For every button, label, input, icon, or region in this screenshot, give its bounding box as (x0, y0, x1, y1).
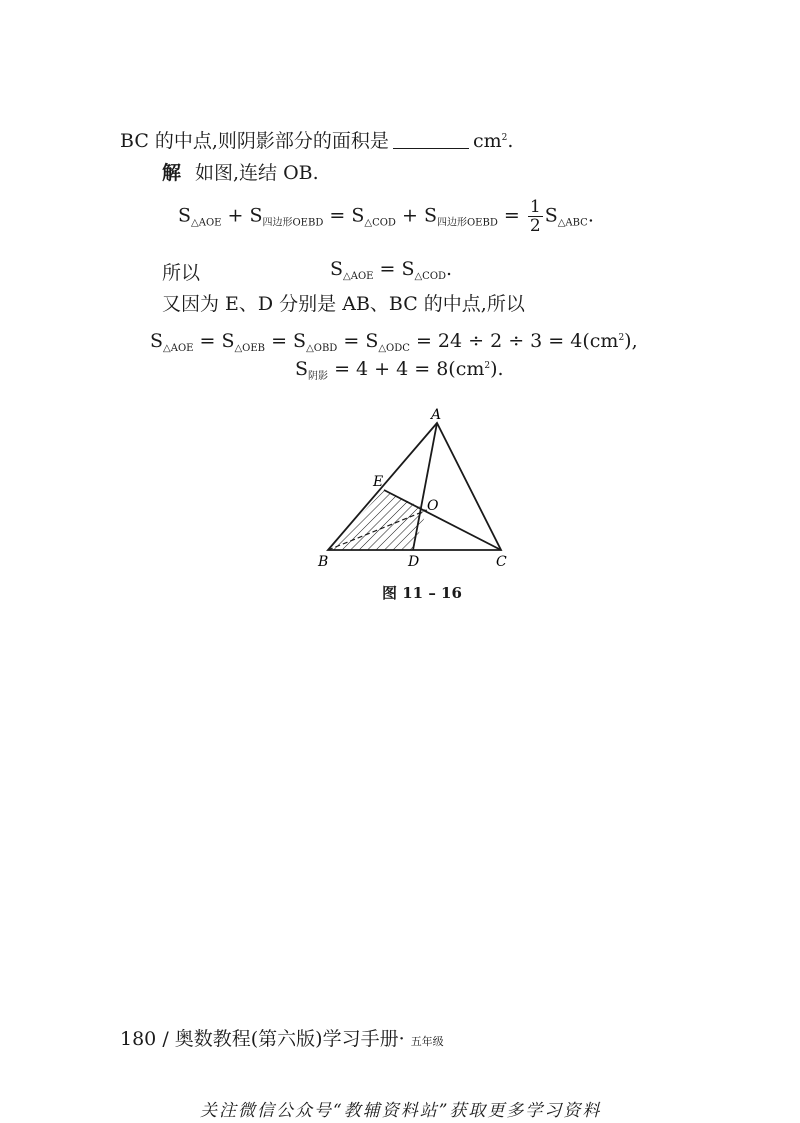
eq2-sub: △OEB (234, 343, 266, 354)
footer-dot: · (398, 1028, 405, 1050)
eq1-sub: 四边形OEBD (262, 217, 324, 229)
therefore-end: . (446, 258, 453, 280)
fraction-numerator: 1 (529, 197, 541, 217)
footer-separator: / (162, 1028, 169, 1050)
equation-2 (150, 330, 638, 354)
eq3-sub: 阴影 (308, 371, 329, 382)
eq3-end: ). (490, 358, 504, 380)
eq2-op: = (193, 330, 222, 352)
eq2-term: S (365, 330, 379, 352)
eq2-term: S (221, 330, 235, 352)
shaded-region (328, 490, 427, 550)
fraction-half (528, 198, 543, 235)
problem-end: . (507, 130, 514, 152)
eq1-end: . (587, 204, 594, 227)
eq1-op: = (497, 204, 526, 227)
eq1-term: S (423, 204, 437, 227)
solution-intro: 如图,连结 OB. (195, 162, 319, 184)
eq2-sub: △OBD (306, 343, 338, 354)
bottom-watermark-note: 关注微信公众号“教辅资料站”获取更多学习资料 (200, 1101, 602, 1121)
eq1-sub: △COD (364, 217, 396, 229)
eq1-op: = (323, 204, 352, 227)
midpoint-statement: 又因为 E、D 分别是 AB、BC 的中点,所以 (162, 293, 525, 315)
eq2-op: = (337, 330, 366, 352)
label-e: E (373, 474, 384, 490)
therefore-term: S (330, 258, 344, 280)
eq3-rest: = 4 + 4 = 8(cm (328, 358, 485, 380)
eq3-sup: 2 (484, 361, 491, 371)
therefore-sub: △COD (414, 271, 447, 282)
label-b: B (318, 554, 329, 570)
problem-unit: cm (472, 130, 502, 152)
eq1-sub: △AOE (191, 217, 222, 229)
therefore-label: 所以 (162, 262, 201, 284)
therefore-equation (330, 258, 452, 282)
eq2-sup: 2 (618, 333, 625, 343)
eq2-rest: = 24 ÷ 2 ÷ 3 = 4(cm (409, 330, 619, 352)
book-title: 奥数教程(第六版)学习手册 (174, 1028, 399, 1050)
eq3-term: S (295, 358, 309, 380)
eq2-term: S (150, 330, 164, 352)
eq1-term: S (249, 204, 263, 227)
eq1-sub: 四边形OEBD (436, 217, 498, 229)
triangle-diagram (300, 405, 530, 575)
therefore-op: = (373, 258, 402, 280)
problem-unit-sup: 2 (501, 133, 508, 143)
grade-label: 五年级 (410, 1035, 444, 1048)
label-c: C (496, 554, 507, 570)
eq2-sub: △AOE (163, 343, 194, 354)
eq2-term: S (293, 330, 307, 352)
eq1-term: S (351, 204, 365, 227)
eq1-sub: △ABC (557, 217, 588, 229)
equation-3 (295, 358, 504, 382)
label-o: O (427, 498, 439, 514)
solution-label: 解 (162, 162, 182, 184)
solution-intro-line (162, 158, 319, 185)
therefore-sub: △AOE (343, 271, 374, 282)
equation-1 (178, 198, 594, 235)
page-number: 180 (120, 1028, 157, 1050)
eq2-sub: △ODC (378, 343, 410, 354)
eq1-term: S (544, 204, 558, 227)
eq1-op: + (395, 204, 424, 227)
figure-caption: 图 11 – 16 (382, 584, 462, 602)
page-footer (120, 1024, 444, 1051)
label-d: D (408, 554, 420, 570)
eq2-op: = (265, 330, 294, 352)
fraction-denominator: 2 (529, 216, 541, 236)
problem-text: BC 的中点,则阴影部分的面积是 (120, 130, 389, 152)
problem-line (120, 126, 513, 153)
eq2-end: ), (624, 330, 638, 352)
therefore-term: S (401, 258, 415, 280)
label-a: A (431, 407, 442, 423)
segment-ad (413, 423, 437, 550)
eq1-op: + (221, 204, 250, 227)
eq1-term: S (178, 204, 192, 227)
geometry-figure (300, 405, 530, 579)
answer-blank (393, 130, 469, 149)
